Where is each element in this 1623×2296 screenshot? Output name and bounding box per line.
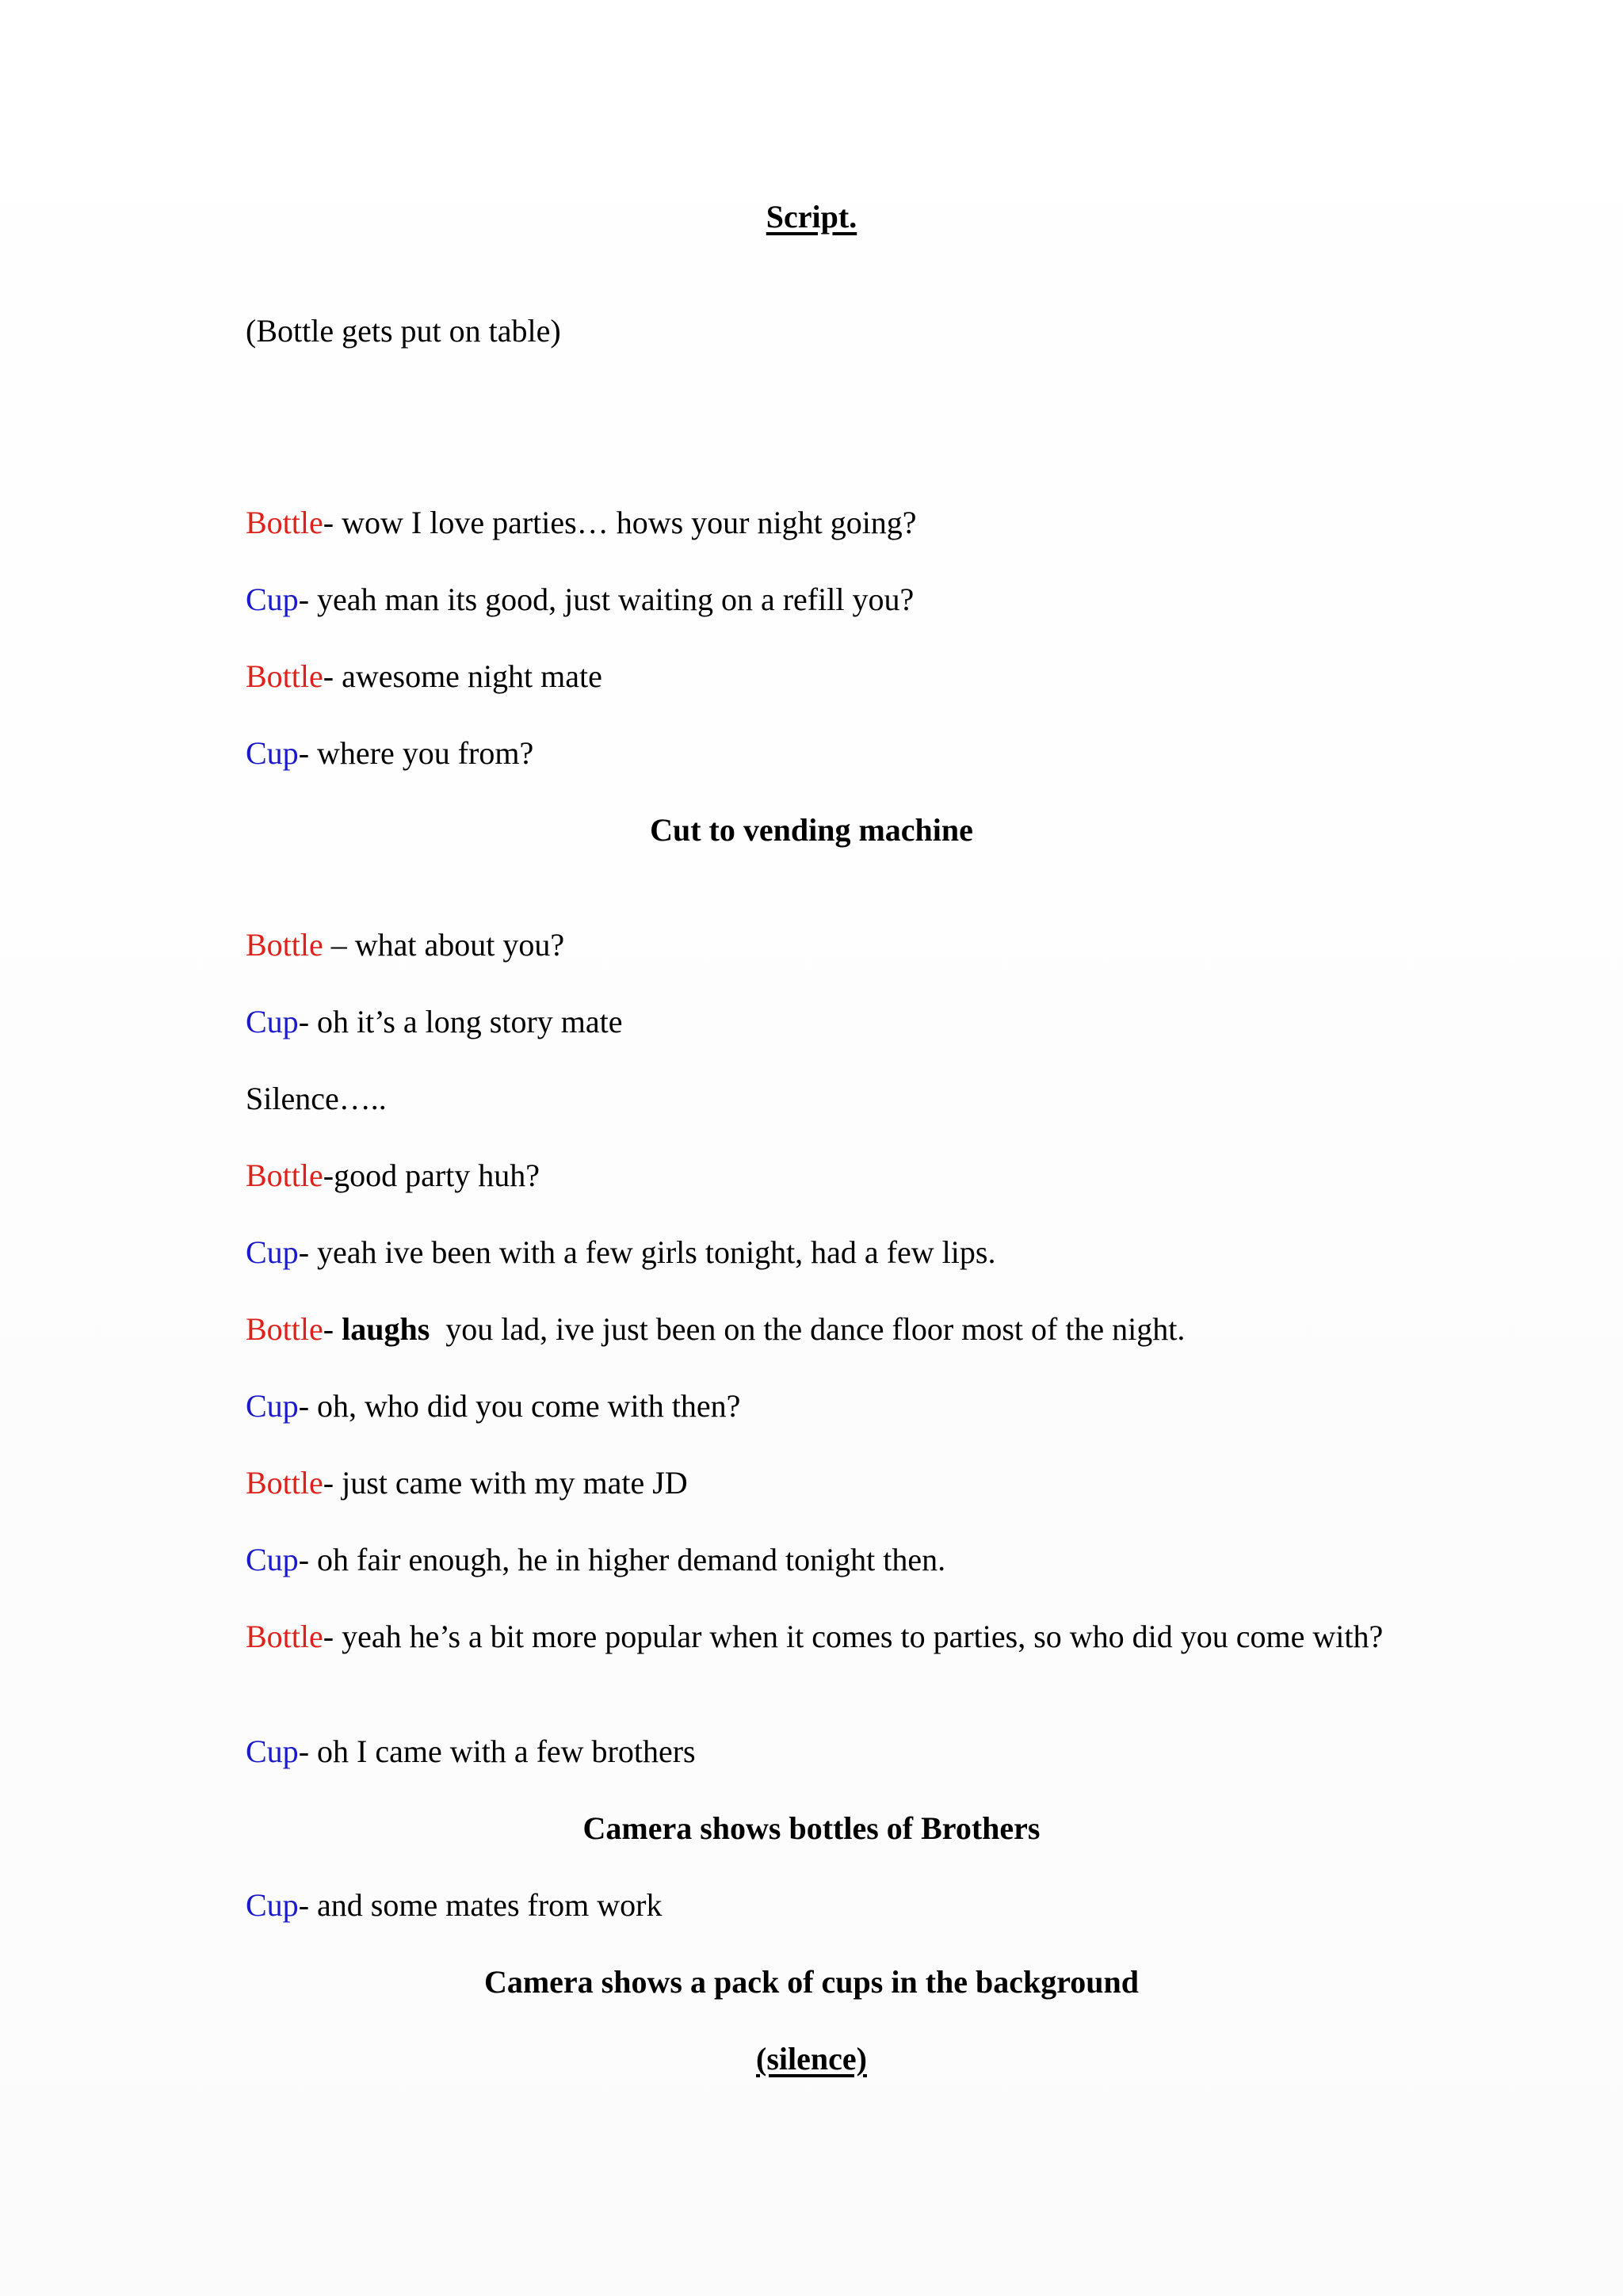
- dialogue-line: [246, 581, 1387, 619]
- separator: -: [298, 1234, 318, 1270]
- dialogue-line: [246, 926, 1387, 964]
- speaker-name: Bottle: [246, 505, 323, 540]
- stage-direction: (Bottle gets put on table): [246, 313, 561, 349]
- dialogue-text: just came with my mate JD: [342, 1465, 688, 1501]
- speaker-name: Bottle: [246, 1311, 323, 1347]
- separator: -: [323, 1619, 342, 1654]
- speaker-name: Bottle: [246, 927, 323, 963]
- dialogue-text: wow I love parties… hows your night going?: [342, 505, 917, 540]
- dialogue-text: where you from?: [317, 735, 534, 771]
- dialogue-text: oh I came with a few brothers: [317, 1733, 696, 1769]
- silence-heading: (silence): [756, 2041, 867, 2077]
- action-word: laughs: [342, 1311, 430, 1347]
- separator: –: [323, 927, 355, 963]
- dialogue-text: yeah man its good, just waiting on a refill you?: [317, 582, 915, 617]
- dialogue-text: oh it’s a long story mate: [317, 1004, 623, 1039]
- dialogue-line: [246, 1387, 1387, 1425]
- speaker-name: Cup: [246, 1542, 299, 1577]
- dialogue-text: oh, who did you come with then?: [317, 1388, 741, 1424]
- page-title: Script.: [766, 199, 857, 235]
- dialogue-line: [246, 1464, 1387, 1502]
- scene-heading: Cut to vending machine: [650, 812, 973, 848]
- speaker-name: Bottle: [246, 1619, 323, 1654]
- dialogue-line: [246, 734, 1387, 772]
- speaker-name: Cup: [246, 1004, 299, 1039]
- silence-line: Silence…..: [246, 1081, 387, 1116]
- separator: -: [323, 1465, 342, 1501]
- speaker-name: Bottle: [246, 658, 323, 694]
- dialogue-line: [246, 1310, 1387, 1348]
- separator: -: [298, 1542, 318, 1577]
- dialogue-line: [246, 1234, 1387, 1272]
- dialogue-line: [246, 658, 1387, 696]
- separator: -: [298, 582, 318, 617]
- camera-direction: Camera shows bottles of Brothers: [582, 1810, 1041, 1846]
- separator: -: [298, 1388, 318, 1424]
- dialogue-line: [246, 1886, 1387, 1924]
- separator: -: [298, 1733, 318, 1769]
- dialogue-line: [246, 1733, 1387, 1771]
- speaker-name: Cup: [246, 1733, 299, 1769]
- dialogue-text: yeah he’s a bit more popular when it comes to parties, so who did you come with?: [342, 1619, 1384, 1654]
- dialogue-line: [246, 1157, 1387, 1195]
- dialogue-text: good party huh?: [334, 1158, 540, 1193]
- dialogue-text: you lad, ive just been on the dance floor most of the night.: [430, 1311, 1186, 1347]
- speaker-name: Cup: [246, 1388, 299, 1424]
- speaker-name: Cup: [246, 582, 299, 617]
- separator: -: [298, 1887, 318, 1923]
- speaker-name: Bottle: [246, 1158, 323, 1193]
- separator: -: [298, 1004, 318, 1039]
- speaker-name: Cup: [246, 1234, 299, 1270]
- speaker-name: Bottle: [246, 1465, 323, 1501]
- separator: -: [323, 1158, 334, 1193]
- dialogue-line: [246, 1003, 1387, 1041]
- speaker-name: Cup: [246, 1887, 299, 1923]
- separator: -: [298, 735, 318, 771]
- dialogue-line: [246, 1541, 1387, 1579]
- dialogue-text: what about you?: [354, 927, 565, 963]
- dialogue-text: and some mates from work: [317, 1887, 663, 1923]
- dialogue-text: yeah ive been with a few girls tonight, had a few lips.: [317, 1234, 996, 1270]
- dialogue-text: oh fair enough, he in higher demand tonight then.: [317, 1542, 946, 1577]
- separator: -: [323, 505, 342, 540]
- dialogue-line: [246, 1618, 1387, 1656]
- speaker-name: Cup: [246, 735, 299, 771]
- camera-direction: Camera shows a pack of cups in the background: [483, 1964, 1140, 2000]
- dialogue-line: [246, 504, 1387, 542]
- separator: -: [323, 658, 342, 694]
- separator: -: [323, 1311, 342, 1347]
- dialogue-text: awesome night mate: [342, 658, 602, 694]
